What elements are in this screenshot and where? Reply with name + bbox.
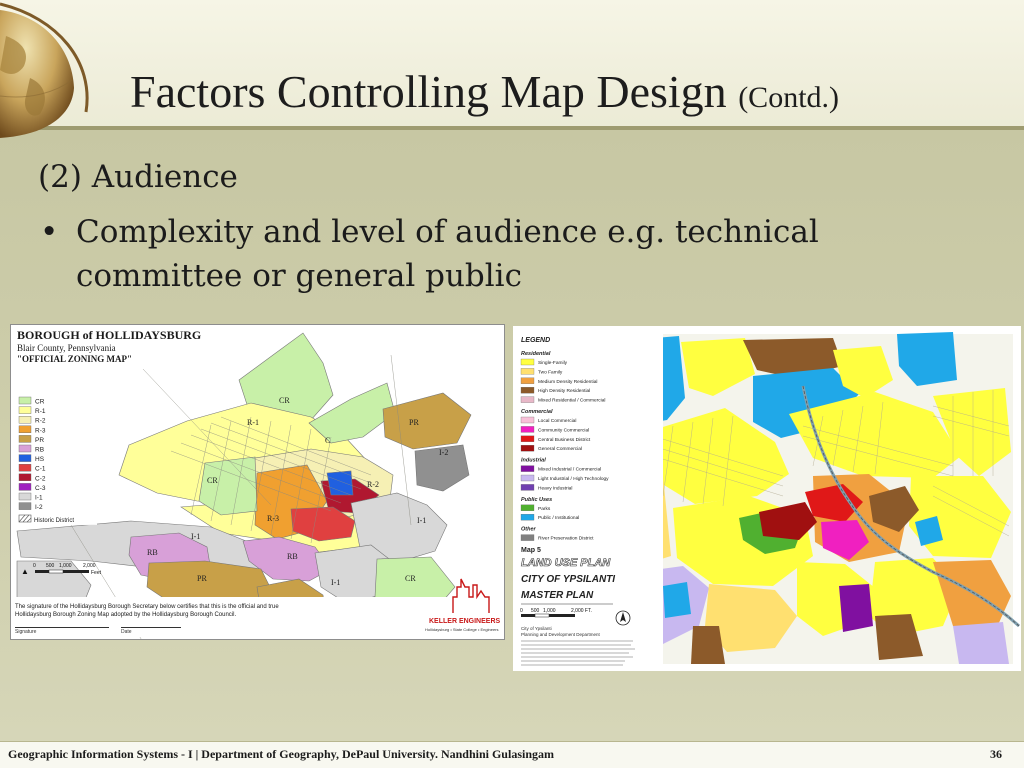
date-label: Date bbox=[121, 629, 132, 635]
zone-label: PR bbox=[409, 418, 419, 427]
zone-label: I-1 bbox=[331, 578, 341, 587]
legend-swatch bbox=[19, 464, 31, 471]
scale-1000: 1,000 bbox=[59, 563, 72, 569]
map-number: Map 5 bbox=[521, 547, 541, 554]
legend-swatch bbox=[521, 475, 534, 481]
zone-label: CR bbox=[405, 574, 416, 583]
legend-group-heading: Residential bbox=[521, 351, 551, 357]
legend-swatch bbox=[19, 416, 31, 423]
legend-group-heading: Industrial bbox=[521, 457, 546, 464]
master-plan-label: MASTER PLAN bbox=[521, 590, 594, 601]
map-left-map-name: "OFFICIAL ZONING MAP" bbox=[17, 354, 132, 364]
zone-label: R-3 bbox=[267, 514, 279, 523]
legend-swatch bbox=[19, 435, 31, 442]
legend-swatch bbox=[19, 407, 31, 414]
zone-label: CR bbox=[279, 396, 290, 405]
north-arrow-icon: ▲ bbox=[21, 567, 29, 576]
legend-swatch bbox=[521, 368, 534, 374]
legend-label: R-2 bbox=[35, 417, 46, 425]
footer-text: Geographic Information Systems - I | Department of Geography, DePaul University. Nandhini Gulasingam bbox=[8, 747, 554, 761]
legend-label: Community Commercial bbox=[538, 428, 590, 434]
rscale-500: 500 bbox=[531, 608, 540, 614]
legend-swatch bbox=[521, 514, 534, 520]
legend-swatch bbox=[521, 417, 534, 423]
plan-title: LAND USE PLAN bbox=[521, 557, 611, 569]
bullet-marker: • bbox=[40, 214, 59, 250]
land-use-map-graphic bbox=[513, 326, 1021, 671]
legend-label: Heavy Industrial bbox=[538, 486, 573, 492]
legend-group-heading: Commercial bbox=[521, 409, 553, 415]
zoning-map-graphic bbox=[11, 325, 504, 639]
legend-swatch bbox=[521, 378, 534, 384]
legend-label: Local Commercial bbox=[538, 419, 577, 424]
legend-label: High Density Residential bbox=[538, 389, 591, 395]
legend-label: R-1 bbox=[35, 408, 46, 416]
legend-label: R-3 bbox=[35, 427, 46, 435]
page-number: 36 bbox=[990, 747, 1002, 761]
zone-label: PR bbox=[197, 574, 207, 583]
zone-label: I-2 bbox=[439, 448, 449, 457]
legend-label: Medium Density Residential bbox=[538, 379, 598, 385]
legend-label: RB bbox=[35, 446, 45, 454]
legend-swatch bbox=[521, 436, 534, 442]
legend-swatch bbox=[521, 445, 534, 451]
legend-swatch bbox=[19, 445, 31, 452]
rscale-2000: 2,000 FT. bbox=[571, 608, 592, 614]
rscale-1000: 1,000 bbox=[543, 608, 556, 614]
globe-icon bbox=[0, 0, 110, 140]
scale-500: 500 bbox=[46, 563, 55, 569]
signature-label: Signature bbox=[15, 629, 37, 635]
land-use-map-image bbox=[513, 326, 1021, 671]
zoning-map-image bbox=[10, 324, 505, 640]
certification-text: The signature of the Hollidaysburg Borough Secretary below certifies that this is the official and true Hollidaysburg Borough Zoning Map adopted by the Hollidaysburg Borough Council. bbox=[15, 604, 279, 618]
legend-swatch bbox=[19, 426, 31, 433]
legend-label: Public / Institutional bbox=[538, 516, 580, 522]
legend-label: Central Business District bbox=[538, 437, 591, 443]
legend-label: PR bbox=[35, 436, 45, 444]
legend-label: Mixed Residential / Commercial bbox=[538, 398, 606, 404]
zone-label: CR bbox=[207, 476, 218, 485]
firm-subtitle: Hollidaysburg • State College • Engineers bbox=[425, 627, 499, 632]
keller-logo bbox=[447, 577, 499, 617]
legend-label: General Commercial bbox=[538, 447, 582, 453]
title-suffix: (Contd.) bbox=[738, 81, 840, 114]
legend-swatch bbox=[521, 359, 534, 365]
zone-label: R-1 bbox=[247, 418, 259, 427]
legend-label: I-1 bbox=[35, 494, 43, 502]
scale-unit: Feet bbox=[91, 570, 102, 576]
legend-label: I-2 bbox=[35, 504, 43, 512]
dept-name: City of Ypsilanti bbox=[521, 626, 552, 631]
zone-label: I-1 bbox=[191, 532, 201, 541]
legend-swatch bbox=[521, 484, 534, 490]
date-line bbox=[121, 627, 181, 628]
legend-swatch bbox=[521, 535, 534, 541]
firm-name: KELLER ENGINEERS bbox=[429, 618, 501, 625]
legend-swatch bbox=[19, 474, 31, 481]
city-name: CITY OF YPSILANTI bbox=[521, 574, 616, 585]
legend-swatch bbox=[521, 387, 534, 393]
zone-label: R-2 bbox=[367, 480, 379, 489]
legend-swatch bbox=[19, 493, 31, 500]
legend-label: C-1 bbox=[35, 465, 46, 473]
zone-label: RB bbox=[147, 548, 158, 557]
title-text: Factors Controlling Map Design bbox=[130, 66, 727, 117]
zone-label: RB bbox=[287, 552, 298, 561]
scale-2000: 2,000 bbox=[83, 563, 96, 569]
legend-label: C-2 bbox=[35, 475, 46, 483]
legend-swatch bbox=[19, 503, 31, 510]
legend-label: Parks bbox=[538, 506, 551, 512]
legend-label: Single-Family bbox=[538, 361, 568, 366]
legend-swatch bbox=[19, 483, 31, 490]
legend-swatch bbox=[521, 397, 534, 403]
dept-subname: Planning and Development Department bbox=[521, 632, 600, 637]
legend-label: Light Industrial / High Technology bbox=[538, 477, 609, 482]
map-left-subtitle: Blair County, Pennsylvania bbox=[17, 343, 116, 353]
page-title bbox=[130, 64, 839, 126]
map-left-title: BOROUGH of HOLLIDAYSBURG bbox=[17, 328, 202, 342]
legend-group-heading: Public Uses bbox=[521, 496, 553, 503]
legend-swatch bbox=[521, 426, 534, 432]
legend-swatch bbox=[521, 505, 534, 511]
historic-label: Historic District bbox=[34, 518, 74, 524]
zone-label: I-1 bbox=[417, 516, 427, 525]
legend-label: Two Family bbox=[538, 370, 563, 376]
rscale-0: 0 bbox=[520, 608, 523, 614]
legend-title: LEGEND bbox=[521, 337, 551, 344]
subheading: (2) Audience bbox=[38, 159, 238, 195]
legend-swatch bbox=[521, 466, 534, 472]
legend-swatch bbox=[19, 455, 31, 462]
scale-0: 0 bbox=[33, 563, 36, 569]
signature-line bbox=[15, 627, 109, 628]
legend-group-heading: Other bbox=[521, 526, 536, 533]
legend-label: Mixed Industrial / Commercial bbox=[538, 467, 602, 473]
bullet-text: Complexity and level of audience e.g. technical committee or general public bbox=[76, 214, 819, 294]
legend-label: C-3 bbox=[35, 484, 46, 492]
legend-swatch bbox=[19, 397, 31, 404]
legend-label: CR bbox=[35, 398, 45, 406]
zone-label: C bbox=[325, 436, 331, 445]
legend-label: River Preservation District bbox=[538, 536, 594, 542]
legend-label: HS bbox=[35, 456, 45, 464]
